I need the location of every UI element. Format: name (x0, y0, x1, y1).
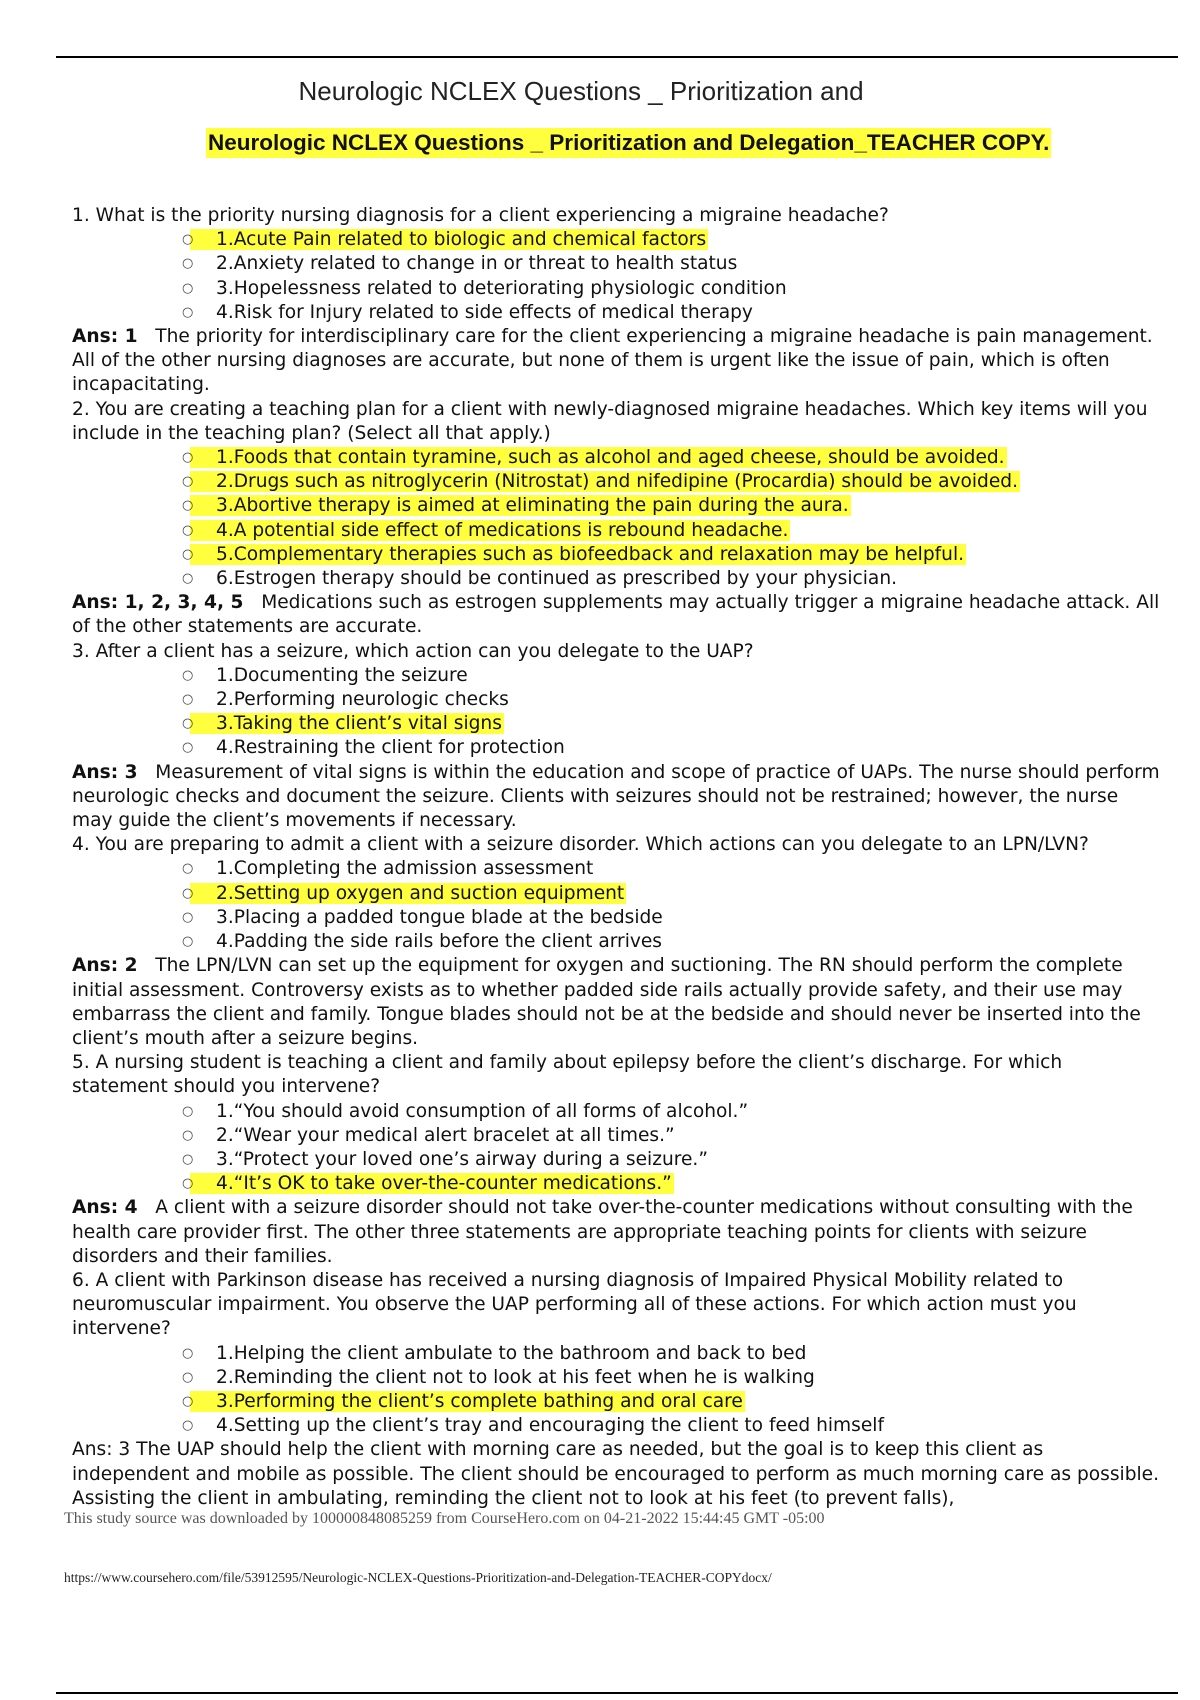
answer-key: Ans: 3 (72, 761, 138, 783)
answer-rationale (72, 325, 1160, 398)
top-rule (56, 56, 1178, 58)
option-text: 4.Setting up the client’s tray and encouraging the client to feed himself (216, 1415, 884, 1437)
answer-rationale (72, 1196, 1160, 1269)
hollow-circle-bullet-icon: ○ (182, 1345, 194, 1361)
option-text: 1.Documenting the seizure (216, 664, 468, 686)
bottom-rule (56, 1692, 1178, 1694)
option-item-correct (182, 494, 1160, 518)
hollow-circle-bullet-icon: ○ (182, 1369, 194, 1385)
option-item-correct (182, 543, 1160, 567)
hollow-circle-bullet-icon: ○ (182, 692, 194, 708)
question-block (72, 833, 1160, 1051)
answer-rationale (72, 761, 1160, 834)
question-text: 6. A client with Parkinson disease has received a nursing diagnosis of Impaired Physical Mobility related to neuromuscular impairment. You observe the UAP performing all of these actions. For which action must you intervene? (72, 1269, 1077, 1340)
options-list (72, 446, 1160, 591)
option-item-correct (182, 470, 1160, 494)
answer-text: A client with a seizure disorder should not take over-the-counter medications without consulting with the health care provider first. The other three statements are appropriate teaching points for clients with seizure disorders and their families. (72, 1197, 1133, 1267)
option-item (182, 1414, 1160, 1438)
hollow-circle-bullet-icon: ○ (182, 498, 194, 514)
hollow-circle-bullet-icon: ○ (182, 740, 194, 756)
option-item (182, 1148, 1160, 1172)
option-item (182, 277, 1160, 301)
answer-text: The priority for interdisciplinary care for the client experiencing a migraine headache is pain management. All of the other nursing diagnoses are accurate, but none of them is urgent like the issue of pain, which is often incapacitating. (72, 326, 1153, 396)
option-item (182, 1366, 1160, 1390)
hollow-circle-bullet-icon: ○ (182, 909, 194, 925)
option-item (182, 688, 1160, 712)
option-item (182, 930, 1160, 954)
option-item (182, 301, 1160, 325)
hollow-circle-bullet-icon: ○ (182, 885, 194, 901)
option-text: 1.Completing the admission assessment (216, 858, 594, 880)
source-url[interactable]: https://www.coursehero.com/file/53912595/Neurologic-NCLEX-Questions-Prioritization-and-Delegation-TEACHER-COPYdocx/ (64, 1570, 772, 1585)
hollow-circle-bullet-icon: ○ (182, 934, 194, 950)
option-text: 3.Abortive therapy is aimed at eliminating the pain during the aura. (190, 495, 851, 516)
option-text: 4.Restraining the client for protection (216, 737, 565, 759)
option-text: 4.A potential side effect of medications is rebound headache. (190, 520, 790, 541)
download-watermark: This study source was downloaded by 100000848085259 from CourseHero.com on 04-21-2022 15:44:45 GMT -05:00 (64, 1510, 825, 1527)
options-list (72, 1342, 1160, 1439)
option-item (182, 736, 1160, 760)
options-list (72, 228, 1160, 325)
option-text: 3.Hopelessness related to deteriorating physiologic condition (216, 277, 787, 299)
option-item (182, 1124, 1160, 1148)
hollow-circle-bullet-icon: ○ (182, 522, 194, 538)
hollow-circle-bullet-icon: ○ (182, 716, 194, 732)
question-text: 2. You are creating a teaching plan for a client with newly-diagnosed migraine headaches. Which key items will you include in the teaching plan? (Select all that apply.) (72, 398, 1148, 444)
option-item-correct (182, 882, 1160, 906)
option-item-correct (182, 446, 1160, 470)
option-item (182, 252, 1160, 276)
option-text: 1.Helping the client ambulate to the bathroom and back to bed (216, 1342, 807, 1364)
question-text: 5. A nursing student is teaching a client and family about epilepsy before the client’s discharge. For which statement should you intervene? (72, 1052, 1063, 1098)
option-item (182, 664, 1160, 688)
hollow-circle-bullet-icon: ○ (182, 474, 194, 490)
document-title: Neurologic NCLEX Questions _ Prioritization and (298, 76, 864, 106)
options-list (72, 857, 1160, 954)
hollow-circle-bullet-icon: ○ (182, 861, 194, 877)
question-text: 3. After a client has a seizure, which action can you delegate to the UAP? (72, 640, 754, 662)
option-text: 2.Anxiety related to change in or threat to health status (216, 253, 738, 275)
hollow-circle-bullet-icon: ○ (182, 571, 194, 587)
hollow-circle-bullet-icon: ○ (182, 1393, 194, 1409)
answer-key: Ans: 2 (72, 955, 138, 977)
option-item-correct (182, 1390, 1160, 1414)
options-list (72, 664, 1160, 761)
option-item (182, 1342, 1160, 1366)
option-item (182, 567, 1160, 591)
hollow-circle-bullet-icon: ○ (182, 304, 194, 320)
hollow-circle-bullet-icon: ○ (182, 256, 194, 272)
option-item (182, 1100, 1160, 1124)
answer-text: Medications such as estrogen supplements may actually trigger a migraine headache attack. All of the other statements are accurate. (72, 592, 1160, 638)
hollow-circle-bullet-icon: ○ (182, 1103, 194, 1119)
document-subtitle: Neurologic NCLEX Questions _ Prioritization and Delegation_TEACHER COPY. (206, 128, 1051, 158)
option-text: 3.“Protect your loved one’s airway during a seizure.” (216, 1148, 708, 1170)
hollow-circle-bullet-icon: ○ (182, 232, 194, 248)
option-item (182, 906, 1160, 930)
option-text: 3.Taking the client’s vital signs (190, 713, 504, 734)
answer-rationale (72, 954, 1160, 1051)
option-text: 2.Drugs such as nitroglycerin (Nitrostat) and nifedipine (Procardia) should be avoided. (190, 471, 1020, 492)
option-text: 4.Risk for Injury related to side effects of medical therapy (216, 301, 753, 323)
option-item-correct (182, 228, 1160, 252)
question-block (72, 398, 1160, 640)
hollow-circle-bullet-icon: ○ (182, 1151, 194, 1167)
question-block (72, 204, 1160, 398)
option-text: 1.“You should avoid consumption of all forms of alcohol.” (216, 1100, 749, 1122)
hollow-circle-bullet-icon: ○ (182, 280, 194, 296)
option-item-correct (182, 1172, 1160, 1196)
answer-rationale (72, 1438, 1160, 1511)
hollow-circle-bullet-icon: ○ (182, 667, 194, 683)
hollow-circle-bullet-icon: ○ (182, 546, 194, 562)
hollow-circle-bullet-icon: ○ (182, 1418, 194, 1434)
answer-key: Ans: 4 (72, 1197, 138, 1219)
option-text: 4.“It’s OK to take over-the-counter medications.” (190, 1173, 674, 1194)
option-text: 2.Performing neurologic checks (216, 689, 509, 711)
answer-rationale (72, 591, 1160, 639)
answer-text: Measurement of vital signs is within the education and scope of practice of UAPs. The nurse should perform neurologic checks and document the seizure. Clients with seizures should not be restrained; however, the nurse may guide the client’s movements if necessary. (72, 761, 1160, 832)
option-text: 4.Padding the side rails before the client arrives (216, 931, 662, 953)
option-item (182, 857, 1160, 881)
option-text: 2.Reminding the client not to look at his feet when he is walking (216, 1366, 815, 1388)
question-text: 1. What is the priority nursing diagnosis for a client experiencing a migraine headache? (72, 205, 889, 226)
questions-content (72, 204, 1160, 1511)
answer-text: The LPN/LVN can set up the equipment for oxygen and suctioning. The RN should perform the complete initial assessment. Controversy exists as to whether padded side rails actually provide safety, and their use may embarrass the client and family. Tongue blades should not be at the bedside and should never be inserted into the client’s mouth after a seizure begins. (72, 955, 1141, 1049)
option-text: 6.Estrogen therapy should be continued as prescribed by your physician. (216, 568, 898, 590)
answer-text: Ans: 3 The UAP should help the client with morning care as needed, but the goal is to keep this client as independent and mobile as possible. The client should be encouraged to perform as much morning care as possible. Assisting the client in ambulating, reminding the client not to look at his feet (to prevent falls), (72, 1439, 1160, 1509)
hollow-circle-bullet-icon: ○ (182, 1176, 194, 1192)
option-text: 2.Setting up oxygen and suction equipment (190, 883, 626, 904)
option-text: 2.“Wear your medical alert bracelet at all times.” (216, 1124, 675, 1146)
hollow-circle-bullet-icon: ○ (182, 450, 194, 466)
option-item-correct (182, 519, 1160, 543)
question-block (72, 1269, 1160, 1511)
option-text: 3.Performing the client’s complete bathing and oral care (190, 1391, 745, 1412)
options-list (72, 1100, 1160, 1197)
question-block (72, 1051, 1160, 1269)
option-text: 5.Complementary therapies such as biofeedback and relaxation may be helpful. (190, 544, 966, 565)
option-text: 3.Placing a padded tongue blade at the bedside (216, 906, 663, 928)
hollow-circle-bullet-icon: ○ (182, 1127, 194, 1143)
option-text: 1.Foods that contain tyramine, such as alcohol and aged cheese, should be avoided. (190, 447, 1007, 468)
option-text: 1.Acute Pain related to biologic and chemical factors (190, 229, 708, 250)
question-text: 4. You are preparing to admit a client with a seizure disorder. Which actions can you delegate to an LPN/LVN? (72, 834, 1089, 856)
answer-key: Ans: 1 (72, 326, 138, 348)
answer-key: Ans: 1, 2, 3, 4, 5 (72, 592, 244, 614)
question-block (72, 640, 1160, 834)
option-item-correct (182, 712, 1160, 736)
